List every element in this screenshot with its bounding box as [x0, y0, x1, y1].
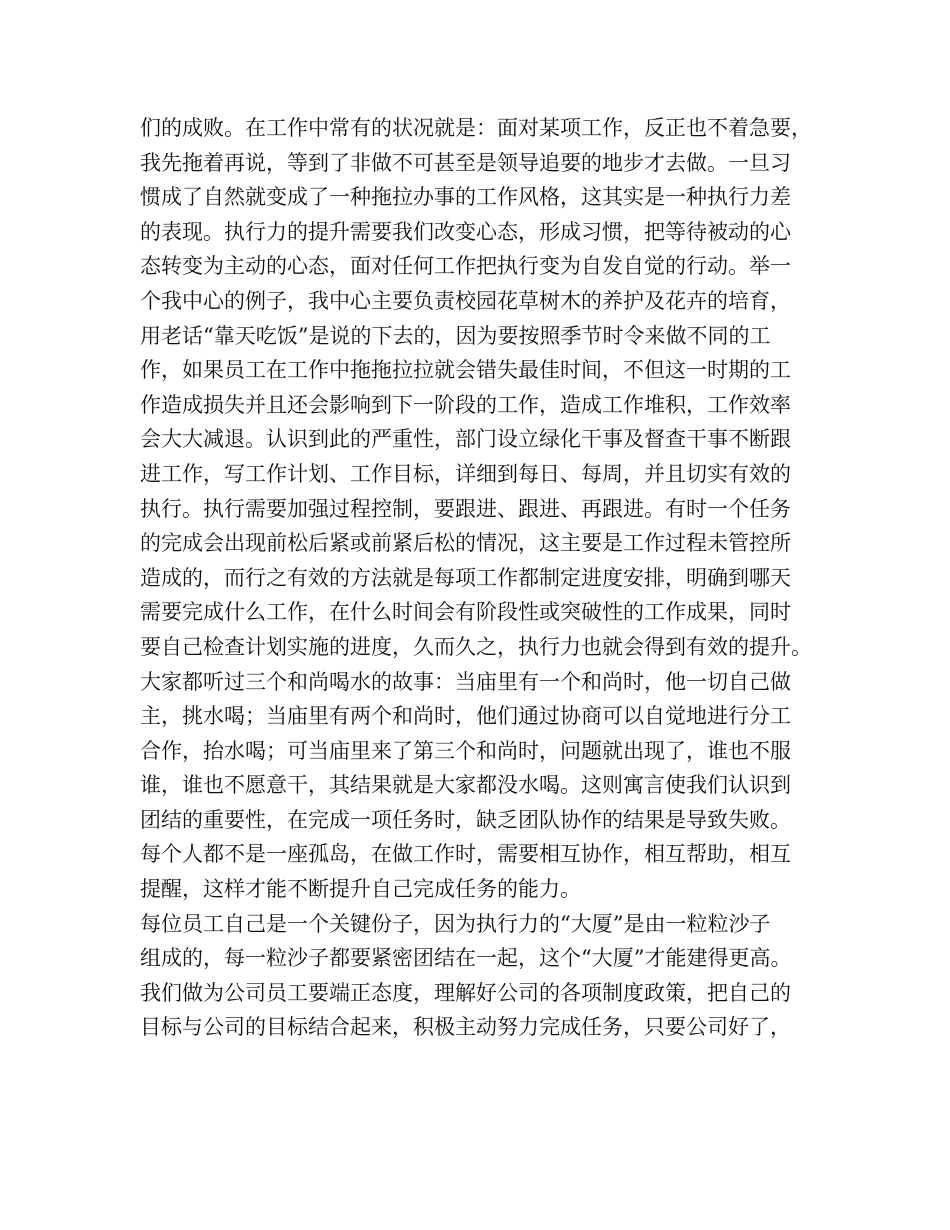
text-line: 造成的，而行之有效的方法就是每项工作都制定进度安排，明确到哪天	[140, 565, 791, 590]
text-line: 的表现。执行力的提升需要我们改变心态，形成习惯，把等待被动的心	[140, 219, 791, 244]
text-line: 大家都听过三个和尚喝水的故事：当庙里有一个和尚时，他一切自己做	[140, 669, 791, 694]
text-line: 需要完成什么工作，在什么时间会有阶段性或突破性的工作成果，同时	[140, 600, 791, 625]
text-line: 态转变为主动的心态，面对任何工作把执行变为自发自觉的行动。举一	[140, 254, 791, 279]
text-line: 目标与公司的目标结合起来，积极主动努力完成任务，只要公司好了，	[140, 1015, 791, 1040]
text-line: 执行。执行需要加强过程控制，要跟进、跟进、再跟进。有时一个任务	[140, 496, 791, 521]
text-line: 用老话“靠天吃饭”是说的下去的，因为要按照季节时令来做不同的工	[140, 323, 771, 348]
text-line: 提醒，这样才能不断提升自己完成任务的能力。	[140, 877, 581, 902]
text-line: 们的成败。在工作中常有的状况就是：面对某项工作，反正也不着急要，	[140, 116, 812, 140]
text-line: 作，如果员工在工作中拖拖拉拉就会错失最佳时间，不但这一时期的工	[140, 358, 791, 383]
text-line: 每位员工自己是一个关键份子，因为执行力的“大厦”是由一粒粒沙子	[140, 911, 771, 936]
text-line: 进工作，写工作计划、工作目标，详细到每日、每周，并且切实有效的	[140, 461, 791, 486]
text-line: 惯成了自然就变成了一种拖拉办事的工作风格，这其实是一种执行力差	[140, 185, 791, 210]
document-body	[140, 111, 840, 1045]
text-line: 会大大减退。认识到此的严重性，部门设立绿化干事及督查干事不断跟	[140, 427, 791, 452]
text-line: 组成的，每一粒沙子都要紧密团结在一起，这个“大厦”才能建得更高。	[140, 946, 792, 971]
text-line: 个我中心的例子，我中心主要负责校园花草树木的养护及花卉的培育，	[140, 288, 791, 313]
text-line: 我们做为公司员工要端正态度，理解好公司的各项制度政策，把自己的	[140, 980, 791, 1005]
text-line: 的完成会出现前松后紧或前紧后松的情况，这主要是工作过程未管控所	[140, 531, 791, 556]
text-line: 谁，谁也不愿意干，其结果就是大家都没水喝。这则寓言使我们认识到	[140, 773, 791, 798]
text-line: 每个人都不是一座孤岛，在做工作时，需要相互协作，相互帮助，相互	[140, 842, 791, 867]
text-line: 要自己检查计划实施的进度，久而久之，执行力也就会得到有效的提升。	[140, 634, 812, 659]
text-line: 我先拖着再说，等到了非做不可甚至是领导追要的地步才去做。一旦习	[140, 150, 791, 175]
text-line: 合作，抬水喝；可当庙里来了第三个和尚时，问题就出现了，谁也不服	[140, 738, 791, 763]
text-line: 主，挑水喝；当庙里有两个和尚时，他们通过协商可以自觉地进行分工	[140, 704, 791, 729]
text-line: 团结的重要性，在完成一项任务时，缺乏团队协作的结果是导致失败。	[140, 807, 791, 832]
text-line: 作造成损失并且还会影响到下一阶段的工作，造成工作堆积，工作效率	[140, 392, 791, 417]
